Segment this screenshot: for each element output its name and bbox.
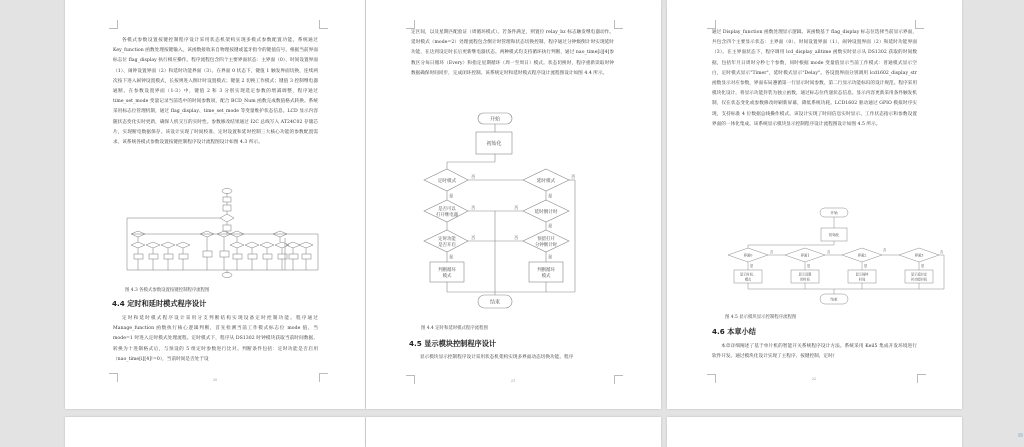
flow-label-yes: 是 xyxy=(449,254,454,259)
flow-label-no: 否 xyxy=(770,250,774,254)
flow-label-no: 否 xyxy=(471,235,476,240)
margin-mark xyxy=(917,374,926,383)
flow-label-yes: 是 xyxy=(921,264,925,268)
flow-process-1-l1: 显示设置 xyxy=(798,272,812,277)
flow-start: 开始 xyxy=(830,211,838,215)
vertical-scrollbar[interactable] xyxy=(1016,0,1024,437)
body-text xyxy=(712,28,917,130)
flow-decision-screen-0: 界面0 xyxy=(743,253,753,258)
flow-process-0-l1: 显示时间、 xyxy=(740,272,756,277)
flow-process-3-l1: 显示延时定 xyxy=(911,272,927,277)
margin-mark xyxy=(707,374,716,383)
flow-process-loop-left-l1: 判断循环 xyxy=(438,268,456,273)
margin-mark xyxy=(319,373,328,382)
body-text xyxy=(712,342,917,362)
flow-label-no: 否 xyxy=(940,250,944,254)
margin-mark xyxy=(614,20,623,29)
body-text xyxy=(411,28,614,79)
flow-process-loop-right-l2: 模式 xyxy=(541,274,551,279)
flow-label-yes: 是 xyxy=(449,193,454,198)
flow-process-2-l1: 显示闹钟 xyxy=(855,272,869,277)
paragraph: 定区间，以及星期匹配验证（周循环模式）。若条件满足，则置位 relay_bz 标志触发继电器动作。延时模式（mode=2）处理流程包含倒计时管理和状态切换控制。程序通过分钟级倒计时实现延时功能，在达到设定时长后更新继电器状态。两种模式均支持循环执行判断，通过 nao_time[i][4]参数区分每日循环（Every）和指定星期循环（周一至周日）模式。状态切换时，程序重新读取时钟数据确保时间同步，完成闭环控制。该系统定时和延时模式程序设计流程图设计如图 4.4 所示。 xyxy=(411,30,614,76)
flow-decision-screen-1: 界面1 xyxy=(800,253,810,258)
flow-process-0-l2: 模式 xyxy=(744,277,752,282)
document-page-23 xyxy=(65,417,365,447)
flow-label-no: 否 xyxy=(571,174,576,179)
flow-decision-open-countdown-l2: 分钟倒计时 xyxy=(535,243,557,248)
body-text xyxy=(411,353,614,363)
flow-label-yes: 是 xyxy=(548,223,553,228)
flow-decision-timer-enabled-l1: 定时功能 xyxy=(438,237,456,242)
flow-init: 初始化 xyxy=(828,233,840,237)
flow-process-loop-right-l1: 判断循环 xyxy=(537,268,555,273)
flow-label-yes: 是 xyxy=(548,193,553,198)
flow-decision-screen-2: 界面2 xyxy=(857,253,867,258)
flowchart-figure-4-5 xyxy=(722,205,952,308)
flow-label-no: 否 xyxy=(514,235,519,240)
document-page-20 xyxy=(65,0,365,409)
figure-caption: 图 4.3 各模式参数设置按键控制程序流程图 xyxy=(125,288,210,293)
section-heading: 4.5 显示模块控制程序设计 xyxy=(409,339,497,348)
flow-label-yes: 是 xyxy=(548,254,553,259)
flow-label-yes: 是 xyxy=(864,264,868,268)
flow-init: 初始化 xyxy=(486,141,502,147)
page-number: 21 xyxy=(510,379,516,383)
paragraph: 通过 Display_function 函数处理显示逻辑。该函数基于 flag_display 标志位选择当前显示界面，共包含四个主要显示状态：主界面（0）、时间设置界面（1）、闹钟设置界面（2）和延时功能界面（3）。在主界面状态下，程序调用 lcd_display_alltime 函数实时显示从 DS1302 获取的时间数据，包括年月日周时分秒七个参数，同时根据 mode 变量值显示当前工作模式：普通模式显示空白，定时模式显示"Timer"，延时模式显示"Delay"。各设置界面分别调用 lcd1602_display_str 函数显示对应参数，界面布局遵循第一行显示时间参数、第二行显示功能标识的设计规范。程序采用模块化设计，将显示功能封装为独立函数，通过标志位传递状态信息。显示内容更新采用条件触发机制，仅在状态变化或参数修改时刷新屏幕，降低系统功耗。LCD1602 驱动通过 GPIO 模拟时序实现，支持标准 4 位数据总线操作模式。该设计实现了时间信息实时显示、工作状态指示和参数设置界面的一体化集成。该系统显示模块显示控制程序设计流程图设计如图 4.5 所示。 xyxy=(712,30,917,127)
margin-mark xyxy=(109,20,118,29)
document-page-22 xyxy=(667,0,962,409)
flowchart-figure-4-4 xyxy=(418,110,588,318)
flow-label-yes: 是 xyxy=(750,264,754,268)
document-page-21 xyxy=(366,0,661,409)
document-page-25 xyxy=(667,417,962,447)
flow-process-2-l2: 时间 xyxy=(858,277,866,282)
section-heading: 4.4 定时和延时模式程序设计 xyxy=(112,299,207,308)
flow-label-no: 否 xyxy=(471,205,476,210)
flow-decision-screen-3: 界面3 xyxy=(914,253,924,258)
flow-decision-delay-countdown: 延时倒计时 xyxy=(534,210,558,215)
flow-decision-can-open-relay-l1: 是否可以 xyxy=(438,207,456,212)
page-number: 20 xyxy=(212,378,218,382)
margin-mark xyxy=(614,375,623,384)
paragraph: 各模式参数设置按键控制程序设计采用状态机架构实现多模式参数配置功能。系统通过 Key_function 函数处理按键输入，该函数接收来自物理按键或蓝牙指令的键值信号，根据当前界面标志位 flag_display 执行相应操作。程序流程包含四个主要界面状态：主界面（0）、时间设置界面（1）、闹钟设置界面（2）和延时功能界面（3）。在界面 0 状态下，键值 1 触发界面切换，连续两次按下进入闹钟设置模式，长按则进入倒计时设置模式；键值 2 切换工作模式；键值 3 控制继电器通断。在参数设置界面（1-3）中，键值 2 和 3 分别实现选定参数的增减调整，程序通过 time_set_mode 变量记录当前选中的时间参数项，配合 BCD_Num 函数完成数值格式转换。系统采用标志位管理机制，通过 flag_display、time_set_mode 等变量维护状态信息。LCD 显示内容随状态变化实时更新，确保人机交互的实时性。参数修改结果通过 I2C 总线写入 AT24C02 存储芯片，实现断电数据保存。该设计实现了时间校准、定时设置和延时控制三大核心功能的参数配置需求。该系统各模式参数设置按键控制程序设计流程图设计如图 4.3 所示。 xyxy=(113,38,318,146)
margin-mark xyxy=(406,375,415,384)
page-number: 22 xyxy=(811,377,817,381)
flow-decision-open-countdown-l1: 预留打开 xyxy=(537,237,555,242)
flow-decision-timer-enabled-l2: 是否开启 xyxy=(438,243,456,248)
margin-mark xyxy=(319,20,328,29)
margin-mark xyxy=(109,373,118,382)
flow-end: 结束 xyxy=(489,299,501,306)
body-text xyxy=(113,36,318,148)
section-heading: 4.6 本章小结 xyxy=(712,327,756,336)
figure-caption: 图 4.4 定时和延时模式程序流程图 xyxy=(421,326,488,331)
scrollbar-thumb[interactable] xyxy=(1018,433,1023,437)
paragraph: 定时和延时模式程序设计采用分支判断结构实现设备定时控制功能。程序通过 Manage_function 函数执行核心逻辑判断，首先检测当前工作模式标志位 mode 值，当 mode=1 时进入定时模式处理流程。定时模式下，程序从 DS1302 时钟模块获取当前时间数据，转换为十进制格式后，与预设的 5 组定时参数进行比对。判断条件包括：定时功能是否启用（nao_time[i][4]!=0），当前时间是否处于设 xyxy=(113,316,318,362)
flow-start: 开始 xyxy=(489,116,501,123)
paragraph: 显示模块显示控制程序设计采用状态机架构实现多界面动态切换功能。程序 xyxy=(420,355,574,360)
document-page-24 xyxy=(366,417,661,447)
flow-label-no: 否 xyxy=(514,205,519,210)
flow-label-no: 否 xyxy=(471,174,476,179)
figure-caption: 图 4.5 显示模块显示控制程序流程图 xyxy=(725,315,797,320)
flowchart-figure-4-3 xyxy=(120,188,320,280)
flow-process-loop-left-l2: 模式 xyxy=(442,274,452,279)
flow-process-3-l2: 时功能时间 xyxy=(911,277,927,282)
flow-decision-timer-mode: 定时模式 xyxy=(437,179,457,184)
flow-label-yes: 是 xyxy=(807,264,811,268)
flow-label-no: 否 xyxy=(827,250,831,254)
flow-decision-can-open-relay-l2: 打开继电器 xyxy=(436,213,458,218)
flow-label-no: 否 xyxy=(883,248,887,252)
flow-end: 结束 xyxy=(830,297,838,302)
paragraph: 本章详细阐述了基于单片机的智能开关系统程序设计方法。系统采用 Keil5 集成开发环境进行软件开发。通过模块化设计实现了主程序、按键控制、定时/ xyxy=(712,344,917,360)
flow-process-1-l2: 的时间 xyxy=(800,277,810,282)
body-text xyxy=(113,314,318,365)
flow-decision-delay-mode: 延时模式 xyxy=(536,179,556,184)
